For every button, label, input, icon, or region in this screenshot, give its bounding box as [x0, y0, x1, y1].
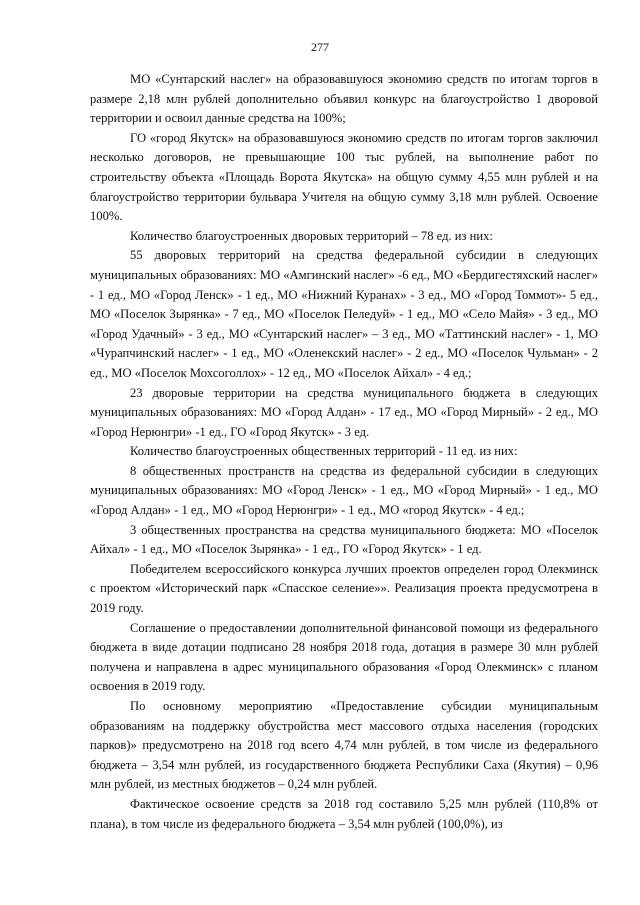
paragraph: Победителем всероссийского конкурса лучших проектов определен город Олекминск с проектом «Исторический парк «Спасское селение»». Реализация проекта предусмотрена в 2019 году.: [90, 561, 598, 616]
page-number: 277: [311, 40, 329, 54]
paragraph: Количество благоустроенных общественных территорий - 11 ед. из них:: [130, 444, 518, 459]
paragraph: Соглашение о предоставлении дополнительной финансовой помощи из федерального бюджета в виде дотации подписано 28 ноября 2018 года, дотация в размере 30 млн рублей получена и направлена в адрес муниципального образования «Город Олекминск» с планом освоения в 2019 году.: [90, 620, 598, 694]
paragraph: Фактическое освоение средств за 2018 год составило 5,25 млн рублей (110,8% от плана), в том числе из федерального бюджета – 3,54 млн рублей (100,0%), из: [90, 796, 598, 831]
paragraph: По основному мероприятию «Предоставление субсидии муниципальным образованиям на поддержку обустройства мест массового отдыха населения (городских парков)» предусмотрено на 2018 год всего 4,74 млн рублей, в том числе из федерального бюджета – 3,54 млн рублей, из государственного бюджета Республики Саха (Якутия) – 0,96 млн рублей, из местных бюджетов – 0,24 млн рублей.: [90, 699, 598, 792]
paragraph: МО «Сунтарский наслег» на образовавшуюся экономию средств по итогам торгов в размере 2,18 млн рублей дополнительно объявил конкурс на благоустройство 1 дворовой территории и освоил данные средства на 100%;: [90, 72, 598, 126]
paragraph: Количество благоустроенных дворовых территорий – 78 ед. из них:: [130, 228, 493, 243]
paragraph: ГО «город Якутск» на образовавшуюся экономию средств по итогам торгов заключил несколько договоров, не превышающие 100 тыс рублей, на выполнение работ по строительству объекта «Площадь Ворота Якутска» на общую сумму 4,55 млн рублей и на благоустройство территории бульвара Учителя на общую сумму 3,18 млн рублей. Освоение 100%.: [90, 130, 598, 224]
document-body: [90, 70, 598, 834]
paragraph: 55 дворовых территорий на средства федеральной субсидии в следующих муниципальных образованиях: МО «Амгинский наслег» -6 ед., МО «Бердигестяхский наслег» - 1 ед., МО «Город Ленск» - 1 ед., МО «Нижний Куранах» - 3 ед., МО «Город Томмот»- 5 ед., МО «Поселок Зырянка» - 7 ед., МО «Поселок Пеледуй» - 1 ед., МО «Село Майя» - 3 ед., МО «Город Удачный» - 3 ед., МО «Сунтарский наслег» – 3 ед., МО «Таттинский наслег» - 1, МО «Чурапчинский наслег» - 1 ед., МО «Оленекский наслег» - 2 ед., МО «Поселок Чульман» - 2 ед., МО «Поселок Мохсоголлох» - 12 ед., МО «Поселок Айхал» - 4 ед.;: [90, 248, 598, 380]
paragraph: 3 общественных пространства на средства муниципального бюджета: МО «Поселок Айхал» - 1 ед., МО «Поселок Зырянка» - 1 ед., ГО «Город Якутск» - 1 ед.: [90, 522, 598, 557]
paragraph: 23 дворовые территории на средства муниципального бюджета в следующих муниципальных образованиях: МО «Город Алдан» - 17 ед., МО «Город Мирный» - 2 ед., МО «Город Нерюнгри» -1 ед., ГО «Город Якутск» - 3 ед.: [90, 385, 598, 439]
paragraph: 8 общественных пространств на средства из федеральной субсидии в следующих муниципальных образованиях: МО «Город Ленск» - 1 ед., МО «Город Мирный» - 1 ед., МО «Город Алдан» - 1 ед., МО «Город Нерюнгри» - 1 ед., МО «город Якутск» - 4 ед.;: [90, 463, 598, 518]
